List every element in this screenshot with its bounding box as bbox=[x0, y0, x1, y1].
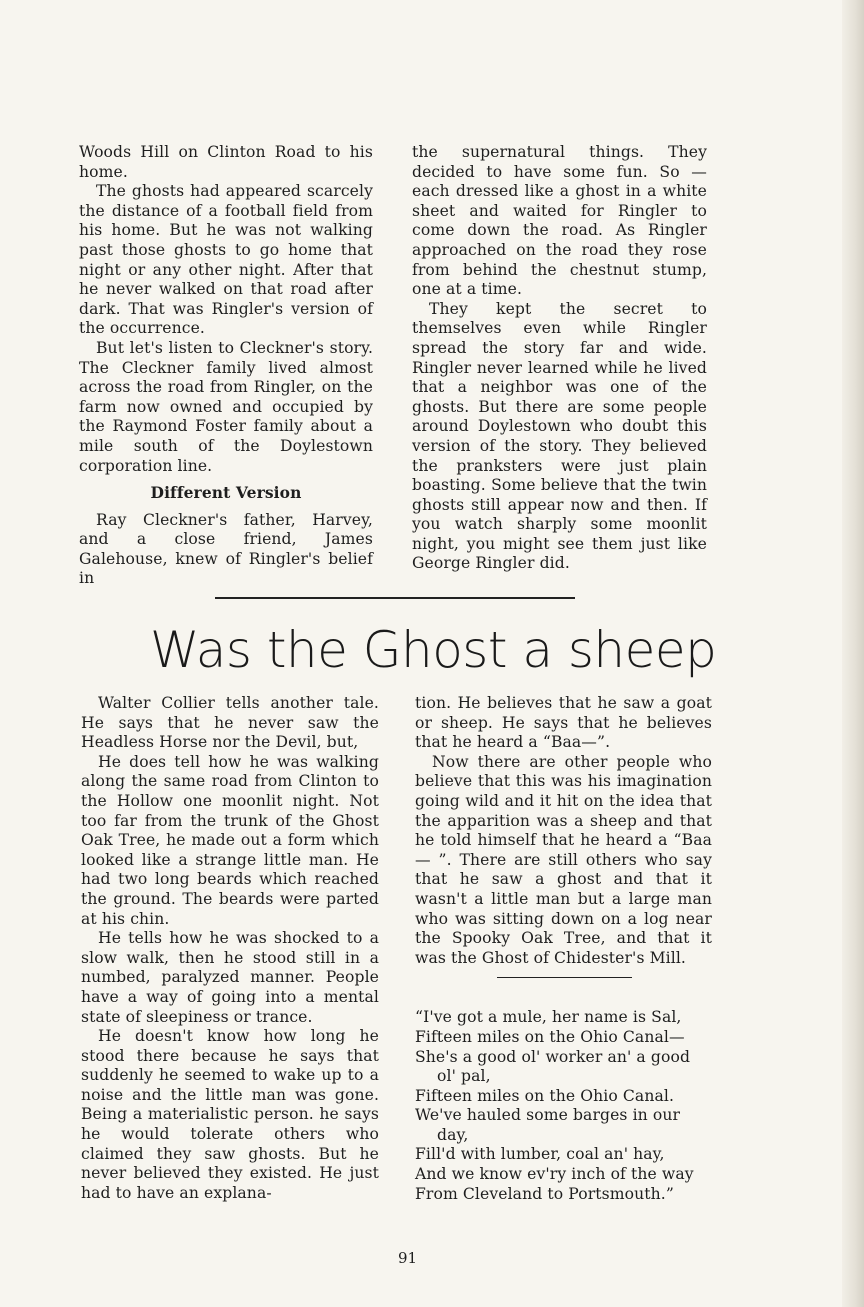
paragraph: Woods Hill on Clinton Road to his home. bbox=[79, 143, 373, 181]
verse-line: Fill'd with lumber, coal an' hay, bbox=[415, 1145, 665, 1164]
verse-line: We've hauled some barges in our bbox=[415, 1106, 681, 1125]
paragraph: He tells how he was shocked to a slow walk, then he stood still in a numbed, paralyzed manner. People have a way of going into a mental state of sleepiness or trance. bbox=[81, 929, 379, 1026]
verse-line: Fifteen miles on the Ohio Canal. bbox=[415, 1086, 675, 1105]
section-divider bbox=[215, 597, 575, 599]
paragraph: But let's listen to Cleckner's story. The Cleckner family lived almost across the road from Ringler, on the farm now owned and occupied by the Raymond Foster family about a mile south of the Doylestown corporation line. bbox=[79, 338, 373, 475]
paragraph: Walter Collier tells another tale. He says that he never saw the Headless Horse nor the Devil, but, bbox=[81, 694, 379, 752]
article-headline: Was the Ghost a sheep bbox=[150, 621, 717, 679]
verse-line: Fifteen miles on the Ohio Canal— bbox=[415, 1027, 685, 1046]
canal-song-verse bbox=[415, 1008, 712, 1204]
paragraph: He doesn't know how long he stood there because he says that suddenly he seemed to wake up to a noise and the little man was gone. Being a materialistic person. he says he would tolerate others who claimed they saw ghosts. But he never believed they existed. He just had to have an explana- bbox=[81, 1027, 379, 1202]
verse-line: She's a good ol' worker an' a good bbox=[415, 1047, 691, 1066]
verse-line: “I've got a mule, her name is Sal, bbox=[415, 1008, 682, 1027]
page-binding-shadow bbox=[842, 0, 864, 1307]
verse-line: From Cleveland to Portsmouth.” bbox=[415, 1184, 674, 1203]
bottom-right-column bbox=[415, 694, 712, 1204]
top-left-column bbox=[79, 143, 373, 589]
verse-line: And we know ev'ry inch of the way bbox=[415, 1165, 694, 1184]
paragraph: They kept the secret to themselves even while Ringler spread the story far and wide. Ringler never learned while he lived that a neighbor was one of the ghosts. But there are some people around Doylestown who doubt this version of the story. They believed the pranksters were just plain boasting. Some believe that the twin ghosts still appear now and then. If you watch sharply some moonlit night, you might see them just like George Ringler did. bbox=[412, 299, 707, 573]
paragraph: He does tell how he was walking along the same road from Clinton to the Hollow one moonlit night. Not too far from the trunk of the Ghost Oak Tree, he made out a form which looked like a strange little man. He had two long beards which reached the ground. The beards were parted at his chin. bbox=[81, 752, 379, 928]
subheading: Different Version bbox=[150, 483, 302, 503]
top-right-column bbox=[412, 143, 707, 574]
page-number: 91 bbox=[398, 1249, 418, 1267]
paragraph: Now there are other people who believe that this was his imagination going wild and it hit on the idea that the apparition was a sheep and that he told himself that he heard a “Baa — ”. There are still others who say that he saw a ghost and that it wasn't a little man but a large man who was sitting down on a log near the Spooky Oak Tree, and that it was the Ghost of Chidester's Mill. bbox=[415, 752, 712, 967]
paragraph: Ray Cleckner's father, Harvey, and a close friend, James Galehouse, knew of Ringler's belief in bbox=[79, 510, 373, 588]
verse-line: day, bbox=[437, 1125, 469, 1144]
bottom-left-column bbox=[81, 694, 379, 1203]
short-divider bbox=[497, 977, 632, 978]
paragraph: tion. He believes that he saw a goat or sheep. He says that he believes that he heard a “Baa—”. bbox=[415, 694, 712, 752]
paragraph: The ghosts had appeared scarcely the distance of a football field from his home. But he was not walking past those ghosts to go home that night or any other night. After that he never walked on that road after dark. That was Ringler's version of the occurrence. bbox=[79, 182, 373, 338]
verse-line: ol' pal, bbox=[437, 1067, 491, 1086]
paragraph: the supernatural things. They decided to have some fun. So — each dressed like a ghost in a white sheet and waited for Ringler to come down the road. As Ringler approached on the road they rose from behind the chestnut stump, one at a time. bbox=[412, 143, 707, 299]
